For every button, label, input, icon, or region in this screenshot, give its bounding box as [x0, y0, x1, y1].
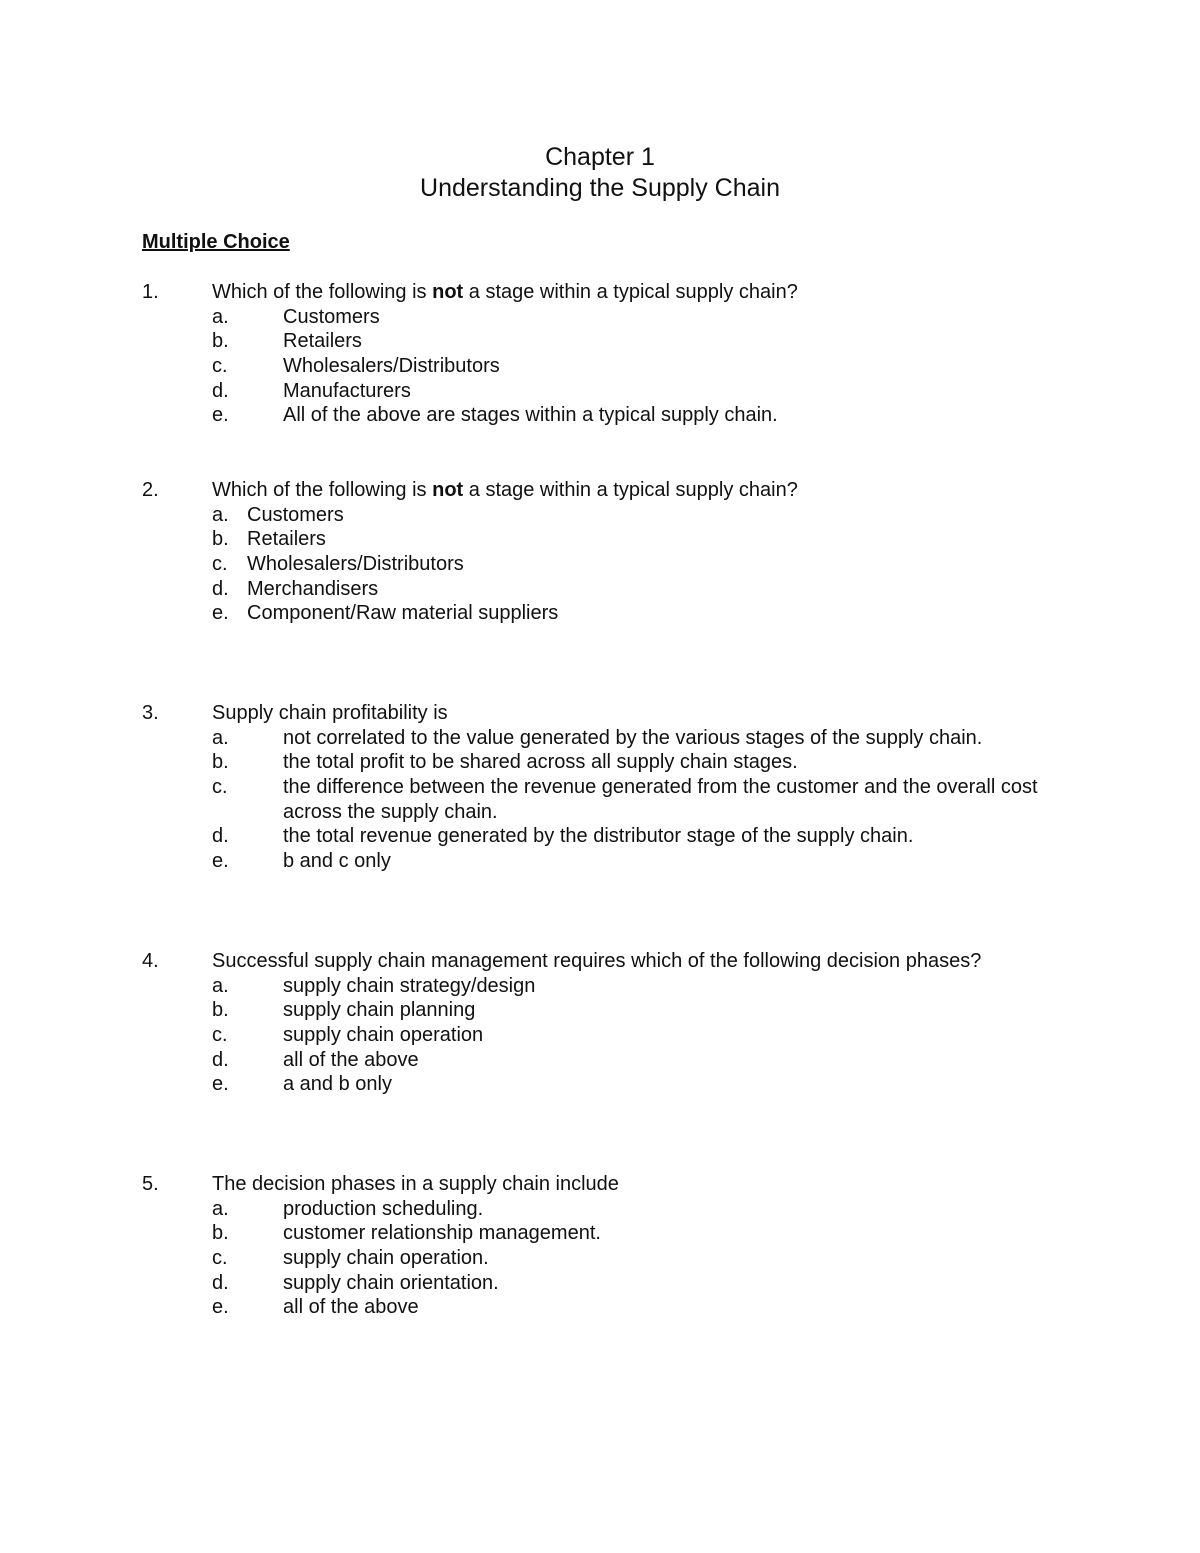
- option-text: production scheduling.: [283, 1197, 484, 1220]
- question-number: 5.: [142, 1173, 159, 1195]
- answer-option: [142, 354, 1072, 379]
- option-text: Wholesalers/Distributors: [247, 553, 464, 576]
- answer-option: [142, 1271, 1072, 1296]
- option-text: Retailers: [283, 330, 362, 353]
- option-letter: d.: [212, 577, 229, 600]
- question-text-part: Which of the following is: [212, 281, 433, 303]
- option-letter: d.: [212, 379, 229, 402]
- question-text-part: a stage within a typical supply chain?: [463, 281, 798, 303]
- option-letter: c.: [212, 1247, 228, 1270]
- option-text: Customers: [247, 503, 344, 526]
- option-letter: a.: [212, 726, 229, 749]
- option-letter: d.: [212, 825, 229, 848]
- option-letter: e.: [212, 1296, 229, 1319]
- question-5: [142, 1172, 1072, 1320]
- option-letter: c.: [212, 553, 228, 576]
- option-text: the total revenue generated by the distributor stage of the supply chain.: [283, 825, 914, 848]
- option-letter: e.: [212, 602, 229, 625]
- option-letter: d.: [212, 1048, 229, 1071]
- answer-option: [142, 1246, 1072, 1271]
- option-text: a and b only: [283, 1073, 392, 1096]
- option-letter: a.: [212, 974, 229, 997]
- option-text: Merchandisers: [247, 577, 379, 600]
- answer-option: [142, 329, 1072, 354]
- answer-option: [142, 527, 1072, 552]
- question-text: [212, 280, 798, 305]
- answer-option: [142, 775, 1072, 824]
- option-letter: a.: [212, 503, 229, 526]
- answer-option: [142, 1221, 1072, 1246]
- option-letter: a.: [212, 1197, 229, 1220]
- question-stem: [142, 701, 1072, 726]
- option-letter: e.: [212, 850, 229, 873]
- option-letter: e.: [212, 404, 229, 427]
- option-text: All of the above are stages within a typical supply chain.: [283, 404, 778, 427]
- option-text: supply chain planning: [283, 999, 476, 1022]
- option-text: supply chain operation: [283, 1024, 484, 1047]
- question-4: [142, 949, 1072, 1097]
- chapter-title: Chapter 1: [545, 143, 655, 171]
- chapter-subtitle: Understanding the Supply Chain: [420, 174, 780, 202]
- option-letter: c.: [212, 776, 228, 799]
- option-letter: b.: [212, 528, 229, 551]
- question-2: [142, 478, 1072, 626]
- answer-option: [142, 503, 1072, 528]
- answer-option: [142, 1295, 1072, 1320]
- option-text: not correlated to the value generated by the various stages of the supply chain.: [283, 726, 983, 749]
- option-text: b and c only: [283, 850, 391, 873]
- question-number: 1.: [142, 281, 159, 303]
- section-heading: Multiple Choice: [142, 231, 290, 253]
- option-text: Manufacturers: [283, 379, 411, 402]
- option-letter: b.: [212, 751, 229, 774]
- question-text: Supply chain profitability is: [212, 702, 448, 724]
- option-letter: e.: [212, 1073, 229, 1096]
- option-text: Retailers: [247, 528, 326, 551]
- question-stem: [142, 478, 1072, 503]
- question-text: [212, 478, 798, 503]
- question-text: The decision phases in a supply chain include: [212, 1173, 619, 1195]
- question-3: [142, 701, 1072, 874]
- answer-option: [142, 379, 1072, 404]
- answer-option: [142, 849, 1072, 874]
- question-1: [142, 280, 1072, 428]
- question-stem: [142, 280, 1072, 305]
- option-letter: a.: [212, 305, 229, 328]
- option-letter: c.: [212, 1024, 228, 1047]
- option-text: supply chain operation.: [283, 1247, 489, 1270]
- answer-option: [142, 1048, 1072, 1073]
- question-stem: [142, 949, 1072, 974]
- question-text-part: a stage within a typical supply chain?: [463, 479, 798, 501]
- option-text: customer relationship management.: [283, 1222, 601, 1245]
- question-stem: [142, 1172, 1072, 1197]
- option-text: all of the above: [283, 1296, 419, 1319]
- option-text: supply chain orientation.: [283, 1271, 499, 1294]
- option-text: supply chain strategy/design: [283, 974, 536, 997]
- question-number: 4.: [142, 950, 159, 972]
- question-number: 3.: [142, 702, 159, 724]
- answer-option: [142, 824, 1072, 849]
- option-letter: c.: [212, 355, 228, 378]
- answer-option: [142, 1023, 1072, 1048]
- option-letter: b.: [212, 999, 229, 1022]
- answer-option: [142, 403, 1072, 428]
- question-text: Successful supply chain management requires which of the following decision phases?: [212, 950, 982, 972]
- answer-option: [142, 1197, 1072, 1222]
- answer-option: [142, 577, 1072, 602]
- answer-option: [142, 750, 1072, 775]
- answer-option: [142, 726, 1072, 751]
- option-letter: d.: [212, 1271, 229, 1294]
- option-text: the total profit to be shared across all supply chain stages.: [283, 751, 798, 774]
- option-text: Component/Raw material suppliers: [247, 602, 559, 625]
- question-emphasis: not: [432, 281, 464, 303]
- option-text: all of the above: [283, 1048, 419, 1071]
- answer-option: [142, 1072, 1072, 1097]
- answer-option: [142, 974, 1072, 999]
- option-letter: b.: [212, 330, 229, 353]
- question-emphasis: not: [432, 479, 464, 501]
- answer-option: [142, 998, 1072, 1023]
- option-text: Wholesalers/Distributors: [283, 355, 500, 378]
- question-number: 2.: [142, 479, 159, 501]
- answer-option: [142, 552, 1072, 577]
- question-text-part: Which of the following is: [212, 479, 433, 501]
- answer-option: [142, 305, 1072, 330]
- answer-option: [142, 601, 1072, 626]
- option-letter: b.: [212, 1222, 229, 1245]
- option-text: the difference between the revenue generated from the customer and the overall cost across the supply chain.: [283, 776, 1038, 823]
- option-text: Customers: [283, 305, 380, 328]
